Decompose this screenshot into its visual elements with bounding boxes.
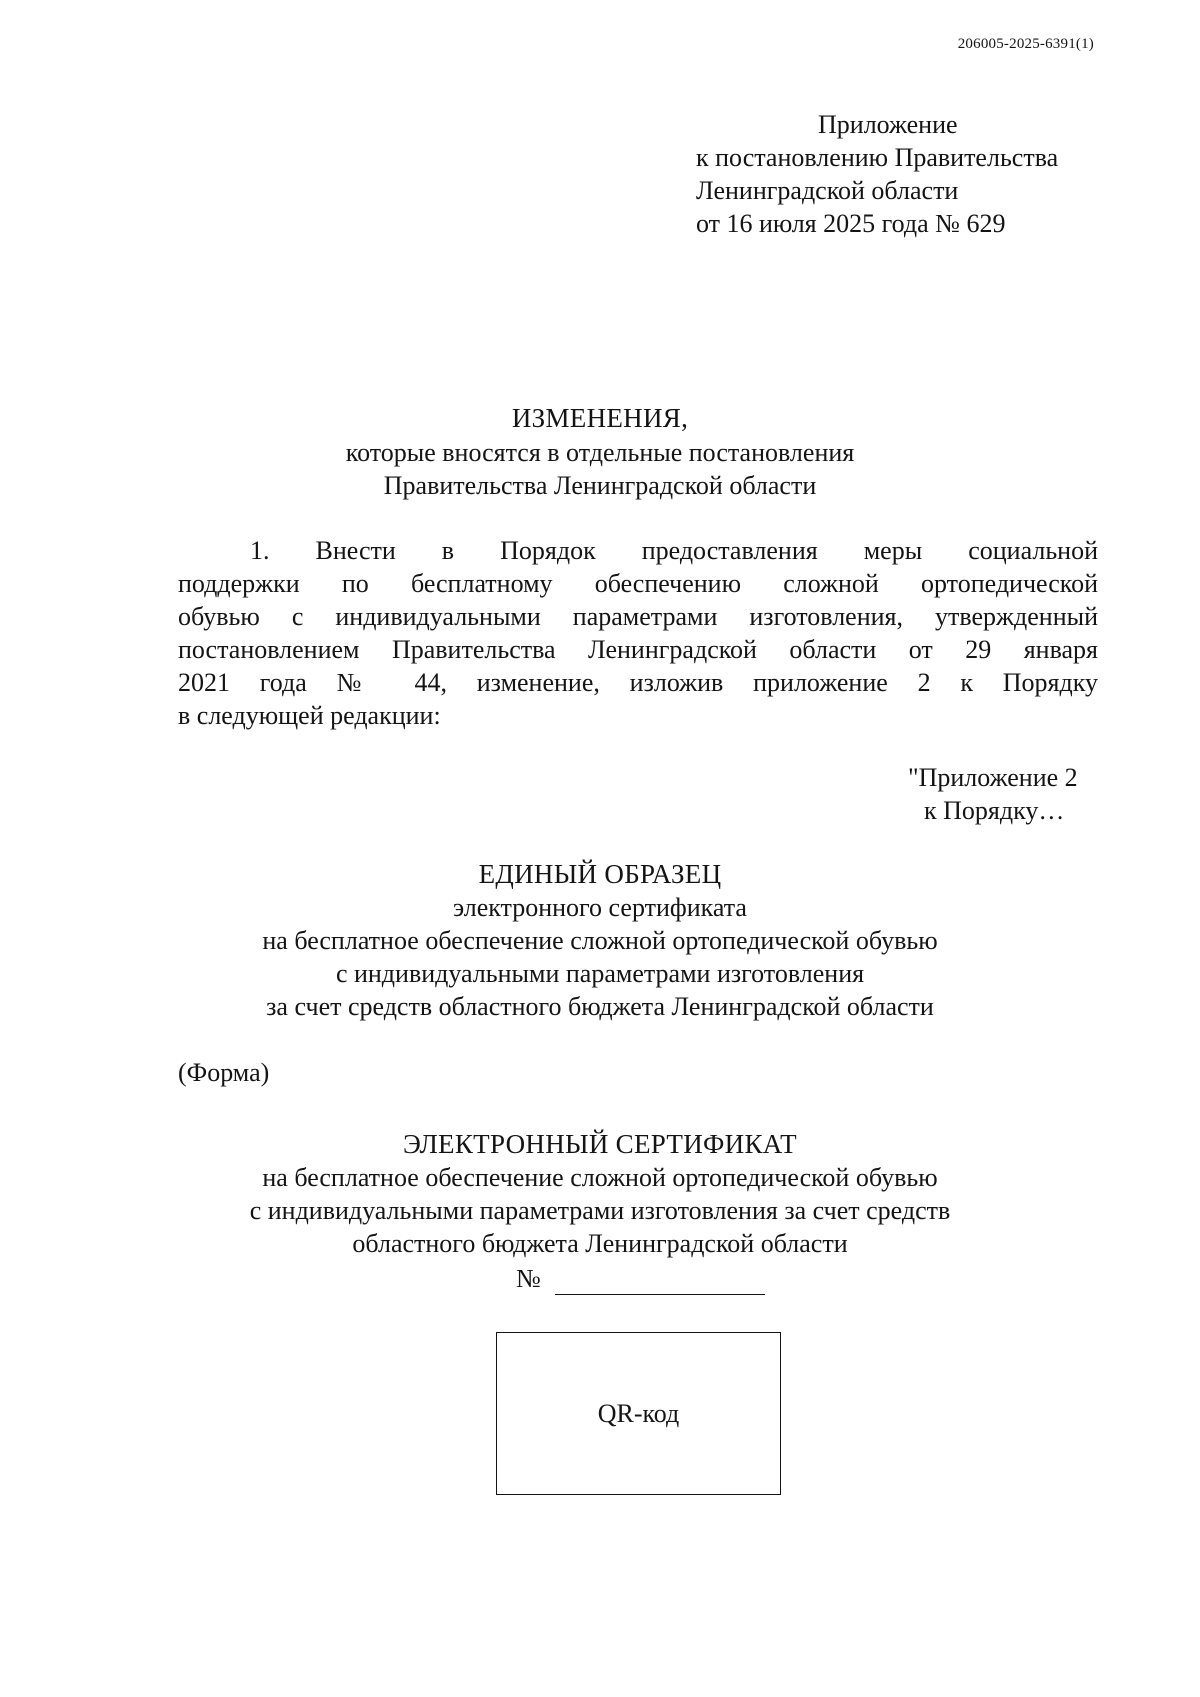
paragraph-line: 2021 года № 44, изменение, изложив приложение 2 к Порядку <box>178 668 1098 697</box>
certificate-line: на бесплатное обеспечение сложной ортопедической обувью <box>262 1163 938 1192</box>
appendix-header <box>696 108 1058 240</box>
changes-subtitle <box>0 436 1200 502</box>
sample-line: за счет средств областного бюджета Ленинградской области <box>266 992 934 1021</box>
certificate-title: ЭЛЕКТРОННЫЙ СЕРТИФИКАТ <box>403 1129 797 1159</box>
appendix-header-line: Приложение <box>818 110 958 139</box>
certificate-heading <box>0 1128 1200 1260</box>
paragraph-line: в следующей редакции: <box>178 701 441 730</box>
certificate-number-field <box>516 1262 765 1295</box>
appendix-header-line: Ленинградской области <box>696 176 959 205</box>
certificate-line: с индивидуальными параметрами изготовления за счет средств <box>249 1196 951 1225</box>
number-sign: № <box>516 1264 541 1293</box>
form-label: (Форма) <box>178 1058 270 1087</box>
quoted-appendix-header <box>908 761 1078 827</box>
qr-code-label: QR-код <box>597 1398 680 1428</box>
qr-code-placeholder-box <box>496 1332 781 1495</box>
paragraph-line: постановлением Правительства Ленинградской области от 29 января <box>178 635 1098 664</box>
paragraph-line: поддержки по бесплатному обеспечению сложной ортопедической <box>178 569 1098 598</box>
appendix-header-line: от 16 июля 2025 года № 629 <box>696 209 1006 238</box>
sample-title: ЕДИНЫЙ ОБРАЗЕЦ <box>478 859 722 889</box>
paragraph-line: 1. Внести в Порядок предоставления меры социальной <box>250 536 1098 565</box>
sample-line: электронного сертификата <box>453 893 747 922</box>
certificate-line: областного бюджета Ленинградской области <box>352 1229 848 1258</box>
quoted-appendix-line: к Порядку… <box>924 796 1065 825</box>
certificate-number-blank-line <box>555 1270 765 1295</box>
sample-line: с индивидуальными параметрами изготовления <box>335 959 865 988</box>
quoted-appendix-line: "Приложение 2 <box>908 763 1078 792</box>
appendix-header-line: к постановлению Правительства <box>696 143 1059 172</box>
changes-title: ИЗМЕНЕНИЯ, <box>511 403 689 433</box>
sample-heading <box>0 858 1200 1023</box>
changes-subtitle-line: Правительства Ленинградской области <box>383 471 817 500</box>
paragraph-line: обувью с индивидуальными параметрами изготовления, утвержденный <box>178 602 1098 631</box>
document-registration-number: 206005-2025-6391(1) <box>957 36 1094 52</box>
paragraph-1 <box>178 534 1098 732</box>
changes-subtitle-line: которые вносятся в отдельные постановления <box>345 438 855 467</box>
sample-line: на бесплатное обеспечение сложной ортопедической обувью <box>262 926 938 955</box>
